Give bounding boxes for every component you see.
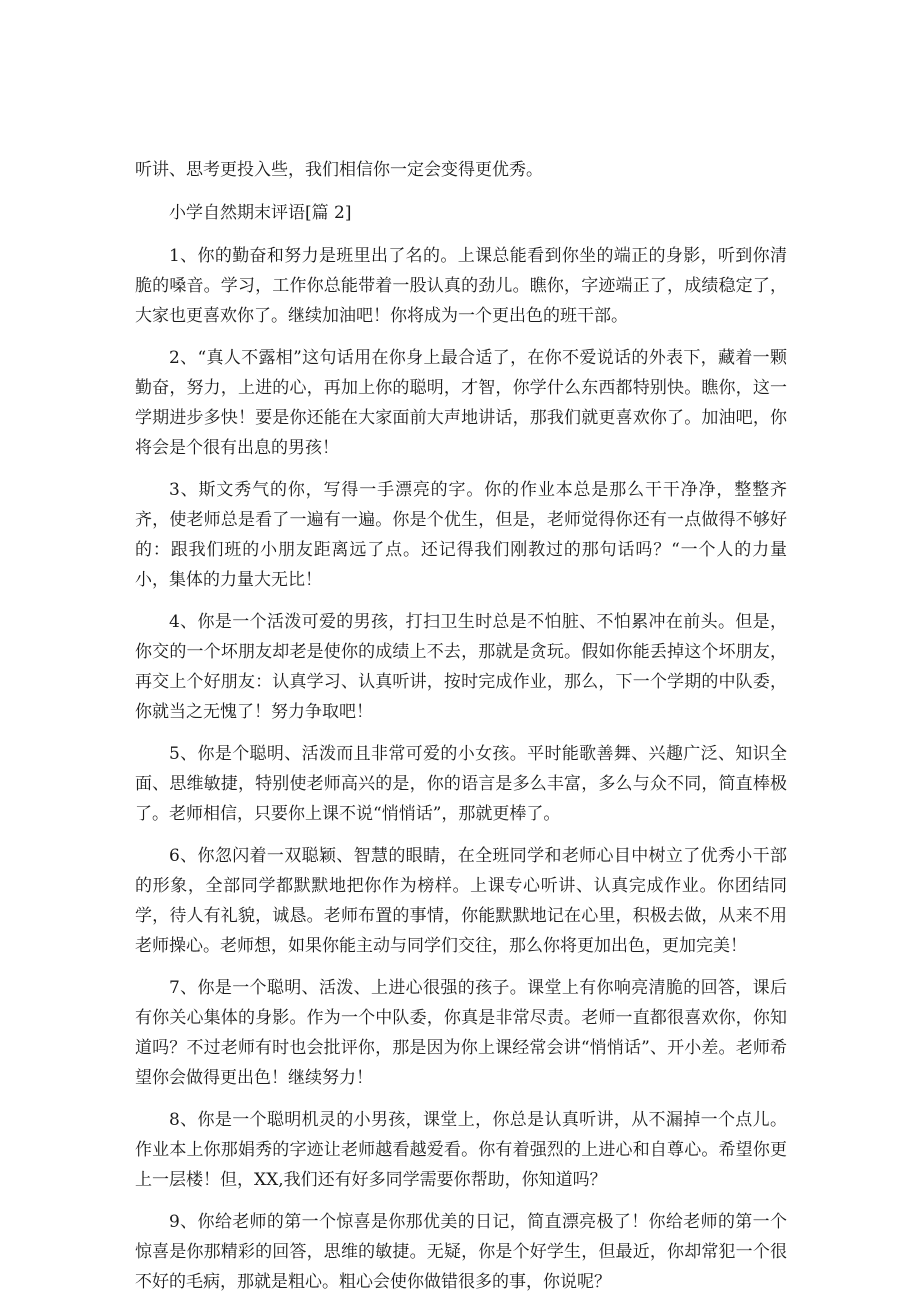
- paragraph-3: 3、斯文秀气的你，写得一手漂亮的字。你的作业本总是那么干干净净，整整齐齐，使老师总是看了一遍有一遍。你是个优生，但是，老师觉得你还有一点做得不够好的：跟我们班的小朋友距离远了点。还记得我们刚教过的那句话吗？“一个人的力量小，集体的力量大无比！: [135, 480, 787, 590]
- paragraph-9: 9、你给老师的第一个惊喜是你那优美的日记，简直漂亮极了！你给老师的第一个惊喜是你那精彩的回答，思维的敏捷。无疑，你是个好学生，但最近，你却常犯一个很不好的毛病，那就是粗心。粗心会使你做错很多的事，你说呢？: [135, 1212, 787, 1292]
- paragraph-1: 1、你的勤奋和努力是班里出了名的。上课总能看到你坐的端正的身影，听到你清脆的嗓音。学习，工作你总能带着一股认真的劲儿。瞧你，字迹端正了，成绩稳定了，大家也更喜欢你了。继续加油吧！你将成为一个更出色的班干部。: [135, 246, 787, 326]
- document-page: [135, 155, 787, 1309]
- paragraph-4: 4、你是一个活泼可爱的男孩，打扫卫生时总是不怕脏、不怕累冲在前头。但是，你交的一个坏朋友却老是使你的成绩上不去，那就是贪玩。假如你能丢掉这个坏朋友，再交上个好朋友：认真学习、认真听讲，按时完成作业，那么，下一个学期的中队委，你就当之无愧了！努力争取吧！: [135, 612, 787, 722]
- paragraph-7: 7、你是一个聪明、活泼、上进心很强的孩子。课堂上有你响亮清脆的回答，课后有你关心集体的身影。作为一个中队委，你真是非常尽责。老师一直都很喜欢你，你知道吗？不过老师有时也会批评你，那是因为你上课经常会讲“悄悄话”、开小差。老师希望你会做得更出色！继续努力！: [135, 978, 787, 1088]
- section-title: 小学自然期末评语[篇 2]: [169, 203, 352, 223]
- intro-continuation: 听讲、思考更投入些，我们相信你一定会变得更优秀。: [135, 160, 543, 180]
- paragraph-2: 2、“真人不露相”这句话用在你身上最合适了，在你不爱说话的外表下，藏着一颗勤奋，努力，上进的心，再加上你的聪明，才智，你学什么东西都特别快。瞧你，这一学期进步多快！要是你还能在大家面前大声地讲话，那我们就更喜欢你了。加油吧，你将会是个很有出息的男孩！: [135, 348, 787, 458]
- paragraph-8: 8、你是一个聪明机灵的小男孩，课堂上，你总是认真听讲，从不漏掉一个点儿。作业本上你那娟秀的字迹让老师越看越爱看。你有着强烈的上进心和自尊心。希望你更上一层楼！但，XX,我们还有好多同学需要你帮助，你知道吗？: [135, 1110, 787, 1190]
- paragraph-5: 5、你是个聪明、活泼而且非常可爱的小女孩。平时能歌善舞、兴趣广泛、知识全面、思维敏捷，特别使老师高兴的是，你的语言是多么丰富，多么与众不同，简直棒极了。老师相信，只要你上课不说“悄悄话”，那就更棒了。: [135, 744, 787, 824]
- paragraph-6: 6、你忽闪着一双聪颖、智慧的眼睛，在全班同学和老师心目中树立了优秀小干部的形象，全部同学都默默地把你作为榜样。上课专心听讲、认真完成作业。你团结同学，待人有礼貌，诚恳。老师布置的事情，你能默默地记在心里，积极去做，从来不用老师操心。老师想，如果你能主动与同学们交往，那么你将更加出色，更加完美！: [135, 846, 787, 956]
